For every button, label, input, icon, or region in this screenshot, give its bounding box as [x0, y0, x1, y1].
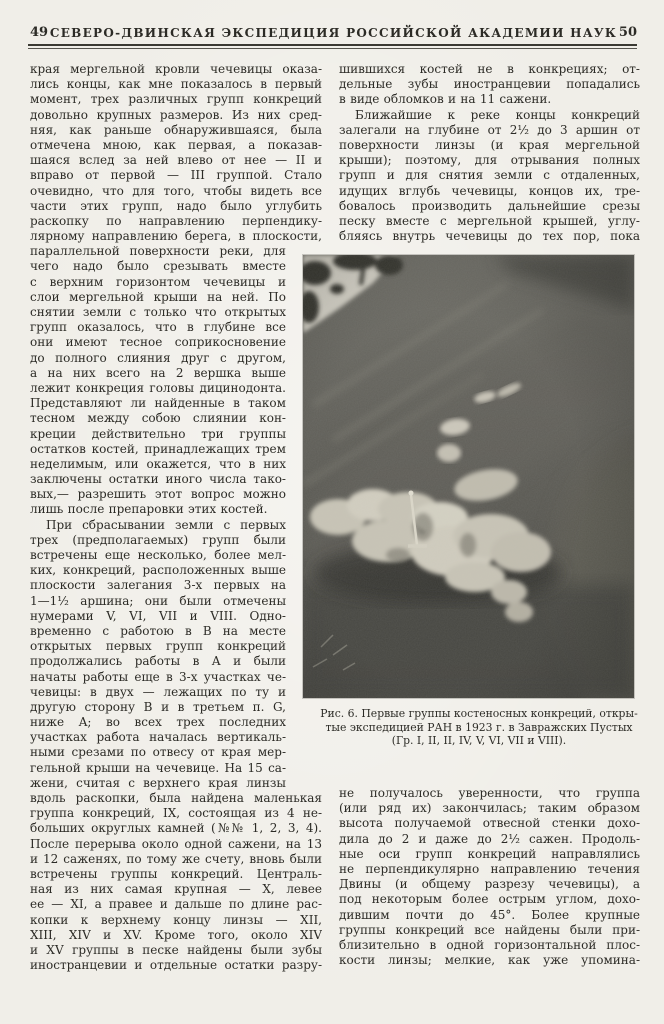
figure-6 [303, 255, 655, 748]
text-line: ная из них самая крупная — X, левее [30, 882, 322, 897]
text-line: снятии земли с только что открытых [30, 305, 286, 319]
text-line: больших округлых камней (№№ 1, 2, 3, 4). [30, 821, 322, 836]
text-line: жени, считая с верхнего края линзы [30, 775, 286, 790]
text-line: остатков костей, принадлежащих трем [30, 441, 286, 456]
text-line: няя, как раньше обнаружившаяся, была [30, 122, 322, 137]
text-line: очевидно, что для того, чтобы видеть все [30, 183, 322, 198]
text-line: иностранцевии и отдельные остатки разру- [30, 958, 322, 973]
text-line: начаты работы еще в 3-х участках че- [30, 669, 286, 684]
text-line: поверхности линзы (и края мергельной [339, 137, 640, 152]
text-line: копки к верхнему концу линзы — XII, [30, 912, 322, 927]
text-line: ких, конкреций, расположенных выше [30, 563, 286, 578]
text-line: песку вместе с мергельной крышей, углу- [339, 213, 640, 228]
text-line: момент, трех различных групп конкреций [30, 92, 322, 107]
text-line: Ближайшие к реке концы конкреций [355, 107, 640, 122]
page-number-left: 49 [30, 25, 49, 40]
text-line: слои мергельной крыши на ней. По [30, 289, 286, 304]
text-line: в виде обломков и на 11 сажени. [339, 92, 552, 107]
text-line: бовалось производить дальнейшие срезы [339, 198, 640, 213]
text-line: и XV группы в песке найдены были зубы [30, 942, 322, 957]
text-line: до полного слияния друг с другом, [30, 350, 286, 365]
text-line: продолжались работы в A и были [30, 654, 286, 669]
text-line: ее — XI, а правее и дальше по длине рас- [30, 897, 322, 912]
text-line: чего надо было срезывать вместе [30, 259, 286, 274]
text-line: (Гр. I, II, II, IV, V, VI, VII и VIII). [391, 734, 567, 747]
text-line: отмечена мною, как первая, а показав- [30, 137, 322, 152]
text-line: дившим почти до 45°. Более крупные [339, 907, 640, 922]
page-number-right: 50 [618, 25, 637, 40]
right-column-top [339, 62, 640, 244]
text-line: лись концы, как мне показалось в первый [30, 77, 322, 92]
text-line: неделимым, или окажется, что в них [30, 456, 286, 471]
text-line: временно с работою в B на месте [30, 623, 286, 638]
right-column-bottom [339, 786, 640, 968]
text-line: ниже A; во всех трех последних [30, 715, 286, 730]
text-line: а на них всего на 2 вершка выше [30, 365, 286, 380]
text-line: другую сторону B и в третьем п. G, [30, 699, 286, 714]
text-line: 1—1½ аршина; они были отмечены [30, 593, 286, 608]
text-line: шившихся костей не в конкрециях; от- [339, 62, 640, 76]
text-line: нумерами V, VI, VII и VIII. Одно- [30, 608, 286, 623]
text-line: лярному направлению берега, в плоскости, [30, 229, 322, 244]
text-line: довольно крупных размеров. Из них сред- [30, 107, 322, 122]
text-line: креции действительно три группы [30, 426, 286, 441]
text-line: заключены остатки иного числа тако- [30, 472, 286, 487]
text-line: края мергельной кровли чечевицы оказа- [30, 62, 322, 76]
text-line: открытых первых групп конкреций [30, 639, 286, 654]
text-line: идущих вглубь чечевицы, концов их, тре- [339, 183, 640, 198]
text-line: не перпендикулярно направлению течения [339, 861, 640, 876]
text-line: Представляют ли найденные в таком [30, 396, 286, 411]
text-line: чевицы: в двух — лежащих по ту и [30, 684, 286, 699]
text-line: XIII, XIV и XV. Кроме того, около XIV [30, 927, 322, 942]
text-line: под некоторым более острым углом, дохо- [339, 892, 640, 907]
excavation-photo [303, 255, 634, 698]
text-line: тые экспедицией РАН в 1923 г. в Завражских Пустых [325, 720, 633, 734]
text-line: части этих групп, надо было углубить [30, 198, 322, 213]
text-line: гельной крыши на чечевице. На 15 са- [30, 760, 286, 775]
running-title: СЕВЕРО-ДВИНСКАЯ ЭКСПЕДИЦИЯ РОССИЙСКОЙ АКАДЕМИИ НАУК [49, 26, 618, 40]
text-line: трех (предполагаемых) групп были [30, 532, 286, 547]
text-line: залегали на глубине от 2½ до 3 аршин от [339, 122, 640, 137]
left-column [30, 62, 322, 973]
text-line: Рис. 6. Первые группы костеносных конкреций, откры- [320, 707, 638, 720]
text-line: крыши); поэтому, для отрывания полных [339, 153, 640, 168]
text-line: групп оказалось, что в глубине все [30, 320, 286, 335]
text-line: лишь после препаровки этих костей. [30, 502, 268, 517]
text-line: группа конкреций, IX, состоящая из 4 не- [30, 806, 322, 821]
text-line: вдоль раскопки, была найдена маленькая [30, 791, 322, 805]
text-line: ными срезами по отвесу от края мер- [30, 745, 286, 760]
text-line: При сбрасывании земли с первых [46, 517, 286, 532]
text-line: шаяся вслед за ней влево от нее — II и [30, 153, 322, 168]
text-line: близительно в одной горизонтальной плос- [339, 937, 640, 952]
text-line: групп и для снятия земли с отдаленных, [339, 168, 640, 183]
text-line: кости линзы; мелкие, как уже упомина- [339, 953, 640, 968]
text-line: (или ряд их) закончилась; таким образом [339, 801, 640, 816]
text-line: вых,— разрешить этот вопрос можно [30, 487, 286, 502]
header-rule [28, 44, 637, 49]
text-line: бляясь внутрь чечевицы до тех пор, пока [339, 229, 640, 244]
text-line: группы конкреций все найдены были при- [339, 922, 640, 937]
text-line: участках работа началась вертикаль- [30, 730, 286, 745]
page-header [30, 25, 637, 43]
text-line: с верхним горизонтом чечевицы и [30, 274, 286, 289]
text-line: дила до 2 и даже до 2½ сажен. Продоль- [339, 831, 640, 846]
text-line: параллельной поверхности реки, для [30, 244, 286, 259]
text-line: встречены еще несколько, более мел- [30, 548, 286, 562]
text-line: После перерыва около одной сажени, на 13 [30, 836, 322, 851]
text-line: раскопку по направлению перпендику- [30, 213, 322, 228]
figure-caption [303, 707, 655, 748]
text-line: встречены группы конкреций. Централь- [30, 866, 322, 881]
text-line: лежит конкреция головы дицинодонта. [30, 380, 286, 395]
text-line: высота получаемой отвесной стенки дохо- [339, 816, 640, 831]
text-line: вправо от первой — III группой. Стало [30, 168, 322, 183]
text-line: они имеют тесное соприкосновение [30, 335, 286, 350]
text-line: не получалось уверенности, что группа [339, 786, 640, 800]
text-line: ные оси групп конкреций направлялись [339, 846, 640, 861]
text-line: дельные зубы иностранцевии попадались [339, 77, 640, 92]
text-line: Двины (и общему разрезу чечевицы), а [339, 877, 640, 892]
text-line: и 12 саженях, по тому же счету, вновь были [30, 851, 322, 866]
text-line: тесном между собою слиянии кон- [30, 411, 286, 426]
text-line: плоскости залегания 3-х первых на [30, 578, 286, 593]
